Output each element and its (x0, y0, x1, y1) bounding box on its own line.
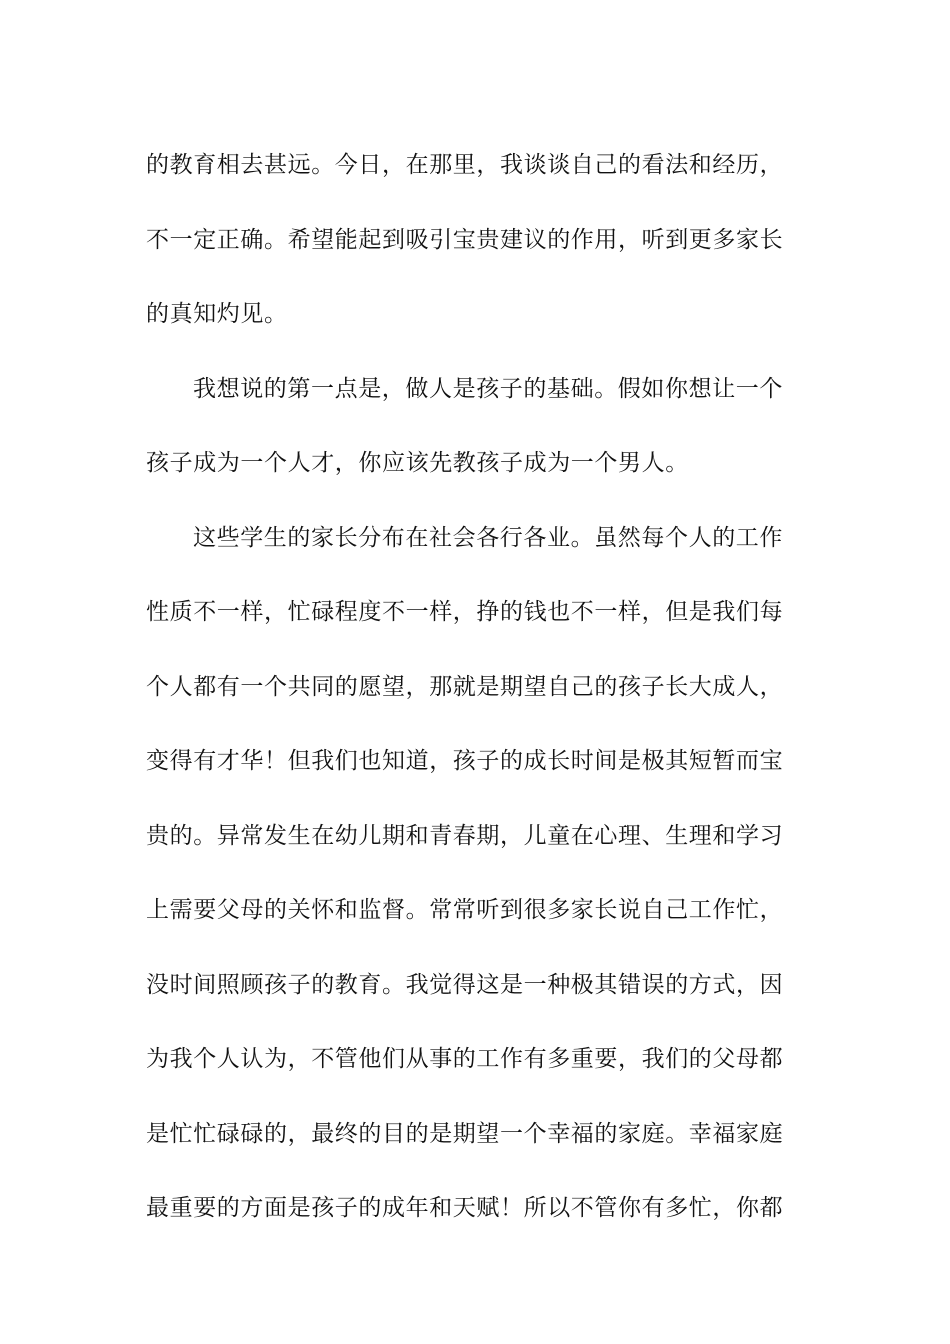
document-body (146, 128, 806, 1246)
text-line: 贵的。异常发生在幼儿期和青春期，儿童在心理、生理和学习 (146, 822, 784, 849)
text-line: 不一定正确。希望能起到吸引宝贵建议的作用，听到更多家长 (146, 226, 784, 253)
text-line: 是忙忙碌碌的，最终的目的是期望一个幸福的家庭。幸福家庭 (146, 1120, 784, 1147)
paragraph-start-line: 这些学生的家长分布在社会各行各业。虽然每个人的工作 (193, 524, 783, 551)
text-line: 孩子成为一个人才，你应该先教孩子成为一个男人。 (146, 450, 689, 476)
text-line: 为我个人认为，不管他们从事的工作有多重要，我们的父母都 (146, 1046, 784, 1072)
text-line: 上需要父母的关怀和监督。常常听到很多家长说自己工作忙， (146, 897, 784, 923)
text-line: 个人都有一个共同的愿望，那就是期望自己的孩子长大成人， (146, 673, 784, 700)
text-line: 的真知灼见。 (146, 301, 288, 327)
text-line: 性质不一样，忙碌程度不一样，挣的钱也不一样，但是我们每 (146, 599, 784, 625)
text-line: 没时间照顾孩子的教育。我觉得这是一种极其错误的方式，因 (146, 971, 784, 998)
text-line: 的教育相去甚远。今日，在那里，我谈谈自己的看法和经历， (146, 152, 784, 178)
paragraph-start-line: 我想说的第一点是，做人是孩子的基础。假如你想让一个 (193, 375, 783, 402)
text-line: 变得有才华！但我们也知道，孩子的成长时间是极其短暂而宝 (146, 748, 784, 774)
text-line: 最重要的方面是孩子的成年和天赋！所以不管你有多忙，你都 (146, 1195, 784, 1221)
